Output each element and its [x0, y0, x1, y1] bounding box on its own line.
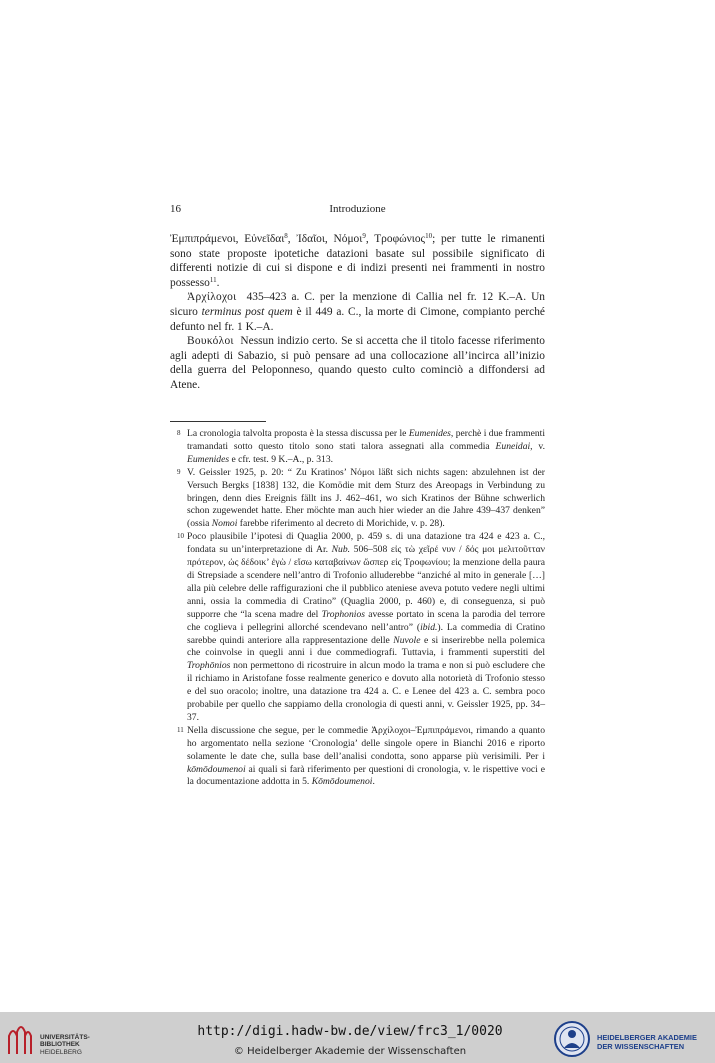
main-text: [170, 232, 545, 393]
hadw-logo-text: HEIDELBERGER AKADEMIE DER WISSENSCHAFTEN: [597, 1033, 697, 1051]
footnote-mark: 10: [177, 532, 184, 541]
footnote-mark: 11: [177, 725, 184, 734]
page-number: 16: [170, 203, 181, 215]
footnote-mark: 8: [177, 429, 181, 437]
hadw-logo[interactable]: [553, 1020, 713, 1058]
paragraph-archilochoi: Ἀρχίλοχοι 435–423 a. C. per la menzione di Callia nel fr. 12 K.–A. Un sicuro terminus post quem è il 449 a. C., la morte di Cimone, compianto perché defunto nel fr. 1 K.–A.: [170, 291, 545, 333]
entry-heading-boukoloi: Βουκόλοι: [187, 335, 234, 348]
paragraph-boukoloi: Βουκόλοι Nessun indizio certo. Se si accetta che il titolo facesse riferimento agli adepti di Sabazio, si può pensare ad una collocazione all’incirca all’inizio della guerra del Peloponneso, quando questo culto cominciò a diffondersi ad Atene.: [170, 335, 545, 391]
footnote-ref-11[interactable]: 11: [209, 275, 217, 284]
footnotes: [170, 428, 545, 789]
copyright-notice: © Heidelberger Akademie der Wissenschaften: [233, 1046, 467, 1057]
paragraph-titles: Ἐμπιπράμενοι, Εὐνεῖδαι$^8$, Ἰδαῖοι, Νόμοι$^9$, Τροφώνιος$^{10}$; per tutte le rimanenti sono state proposte ipotetiche datazioni basate sul possibile significato di differenti notizie di cui si dispone e di indizi presenti nei frammenti in nostro possesso$^{11}$.: [170, 232, 545, 289]
ub-heidelberg-logo[interactable]: [7, 1020, 97, 1056]
viewer-footer: [0, 1012, 715, 1063]
ub-arches-icon: [7, 1020, 33, 1056]
footnote-8: 8 La cronologia talvolta proposta è la stessa discussa per le Eumenides, perchè i due frammenti tramandati sotto questo titolo sono stati talora assegnati alla commedia Euneidai, v. Eumenides e cfr. test. 9 K.–A., p. 313.: [177, 428, 546, 465]
academy-seal-icon: [553, 1020, 591, 1058]
running-head: [170, 203, 545, 219]
footnote-mark: 9: [177, 467, 181, 476]
footnote-ref-9[interactable]: 9: [362, 232, 366, 240]
footnote-10: 10 Poco plausibile l’ipotesi di Quaglia 2000, p. 459 s. di una datazione tra 424 e 423 a. C., fondata su un’interpretazione di Ar. Nub. 506–508 εἰς τὼ χεῖρέ νυν / δός μοι μελιτοῦτταν πρότερον, ὡς δέδοικ’ ἐγὼ / εἴσω καταβαίνων ὥσπερ εἰς Τροφωνίου; la menzione della paura di Strepsiade a scendere nell’antro di Trofonio alluderebbe “anziché al mito in generale […] alla più celebre delle raffigurazioni che il pubblico ateniese aveva potuto vedere negli ultimi anni, ossia la commedia di Cratino” (Quaglia 2000, p. 460) e, di conseguenza, si può supporre che “la scena madre del Trophonios avesse portato in scena la parodia del terrore che coglieva i pellegrini allorché scendevano nell’antro” (ibid.). La commedia di Cratino sarebbe quindi anteriore alla rappresentazione delle Nuvole e si inserirebbe nella polemica che coinvolse in quegli anni i due commediografi. Tuttavia, i frammenti superstiti del Trophōnios non permettono di ricostruire in alcun modo la trama e non si può escludere che il richiamo in Aristofane fosse realmente generico e dovuto alla notorietà di Trofonio stesso e del suo oracolo; inoltre, una datazione tra 424 a. C. e Lenee del 423 a. C. sembra poco probabile per quello che sappiamo della cronologia di questi anni, v. Geissler 1925, pp. 34–37.: [177, 531, 545, 723]
running-title: Introduzione: [329, 203, 386, 215]
footnote-ref-8[interactable]: 8: [284, 232, 288, 240]
footnote-separator: [170, 421, 266, 422]
footnote-ref-10[interactable]: 10: [425, 232, 433, 240]
entry-heading-archilochoi: Ἀρχίλοχοι: [187, 291, 237, 304]
footnote-9: 9 V. Geissler 1925, p. 20: “ Zu Kratinos’ Νόμοι läßt sich nichts sagen: abzulehnen ist der Versuch Bergks [1838] 132, die Komödie mit dem Sturz des Areopags in Verbindung zu bringen, denn dies Ereignis fällt ins J. 462–461, wo sich Kratinos der Bühne schwerlich schon zugewendet hatte. Eher möchte man auch hier wieder an die Jahre 439–437 denken” (ossia Nomoi farebbe riferimento al decreto di Morichide, v. p. 28).: [177, 466, 545, 530]
permalink-url[interactable]: http://digi.hadw-bw.de/view/frc3_1/0020: [197, 1024, 503, 1039]
ub-logo-text: UNIVERSITÄTS- BIBLIOTHEK HEIDELBERG: [40, 1034, 90, 1056]
footnote-11: 11 Nella discussione che segue, per le commedie Ἀρχίλοχοι–Ἐμπιπράμενοι, rimando a quanto ho argomentato nella sezione ‘Cronologia’ delle singole opere in Bianchi 2016 e riporto solamente le date che, sulla base dell’analisi condotta, sono apparse più verisimili. Per i kōmōdoumenoi ai quali si farà riferimento per questioni di cronologia, v. le rispettive voci e la documentazione addotta in 5. Kōmōdoumenoi.: [177, 724, 545, 788]
